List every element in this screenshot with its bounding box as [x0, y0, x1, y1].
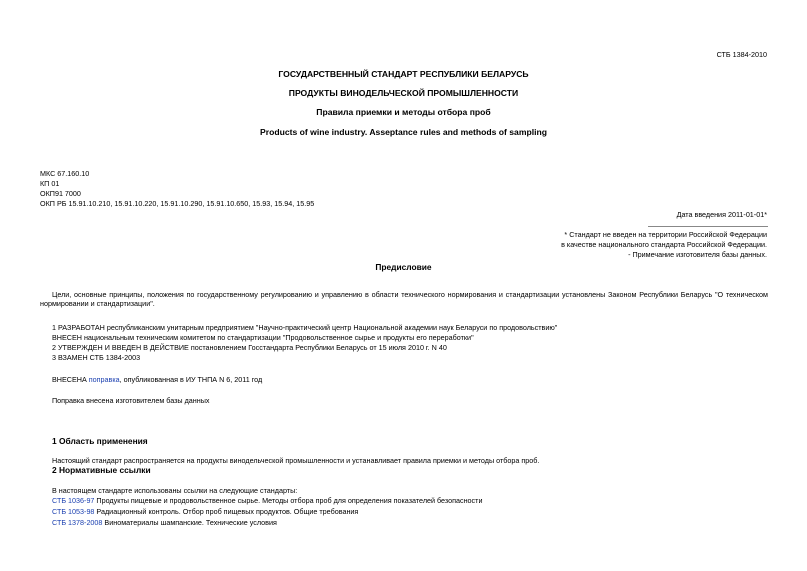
- intro-date: Дата введения 2011-01-01*: [676, 210, 767, 219]
- footnote-line-1: * Стандарт не введен на территории Российской Федерации: [564, 230, 767, 239]
- title-english: Products of wine industry. Asseptance rules and methods of sampling: [260, 127, 547, 137]
- section-2-intro: В настоящем стандарте использованы ссылки на следующие стандарты:: [52, 486, 298, 495]
- foreword-item-developed: 1 РАЗРАБОТАН республиканским унитарным предприятием "Научно-практический центр Национальной академии наук Беларуси по продовольствию": [52, 323, 558, 332]
- reference-text: Виноматериалы шампанские. Технические условия: [102, 518, 277, 527]
- amendment-note: Поправка внесена изготовителем базы данных: [52, 396, 210, 405]
- amendment-line: [52, 375, 262, 384]
- reference-text: Радиационный контроль. Отбор проб пищевых продуктов. Общие требования: [94, 507, 359, 516]
- foreword-item-replaces: 3 ВЗАМЕН СТБ 1384-2003: [52, 353, 141, 362]
- reference-text: Продукты пищевые и продовольственное сырье. Методы отбора проб для определения показателей безопасности: [94, 496, 483, 505]
- reference-item: [52, 496, 482, 505]
- section-1-heading: 1 Область применения: [52, 436, 148, 446]
- code-kp: КП 01: [40, 179, 60, 188]
- reference-link-stb-1378[interactable]: СТБ 1378-2008: [52, 518, 103, 527]
- foreword-item-introduced: ВНЕСЕН национальным техническим комитетом по стандартизации "Продовольственное сырье и продукты его переработки": [52, 333, 474, 342]
- title-subject: Правила приемки и методы отбора проб: [316, 107, 491, 117]
- reference-link-stb-1053[interactable]: СТБ 1053-98: [52, 507, 95, 516]
- document-code: СТБ 1384-2010: [716, 50, 767, 59]
- code-okp: ОКП91 7000: [40, 189, 81, 198]
- amendment-suffix: , опубликованная в ИУ ТНПА N 6, 2011 год: [119, 375, 263, 384]
- code-mks: МКС 67.160.10: [40, 169, 90, 178]
- footnote-line-3: - Примечание изготовителя базы данных.: [628, 250, 767, 259]
- footnote-divider: [648, 226, 768, 227]
- section-1-text: Настоящий стандарт распространяется на продукты винодельческой промышленности и устанавливает правила приемки и методы отбора проб.: [52, 456, 540, 465]
- section-2-heading: 2 Нормативные ссылки: [52, 465, 151, 475]
- foreword-paragraph: Цели, основные принципы, положения по государственному регулированию и управлению в области технического нормирования и стандартизации установлены Законом Республики Беларусь "О техническом нормировании и стандартизации".: [40, 290, 768, 308]
- reference-item: [52, 507, 358, 516]
- footnote-line-2: в качестве национального стандарта Российской Федерации.: [561, 240, 767, 249]
- reference-item: [52, 518, 277, 527]
- title-product: ПРОДУКТЫ ВИНОДЕЛЬЧЕСКОЙ ПРОМЫШЛЕННОСТИ: [288, 88, 519, 98]
- code-okp-rb: ОКП РБ 15.91.10.210, 15.91.10.220, 15.91.10.290, 15.91.10.650, 15.93, 15.94, 15.95: [40, 199, 315, 208]
- amendment-prefix: ВНЕСЕНА: [52, 375, 89, 384]
- amendment-link[interactable]: поправка: [88, 375, 120, 384]
- foreword-heading: Предисловие: [375, 262, 432, 272]
- foreword-item-approved: 2 УТВЕРЖДЕН И ВВЕДЕН В ДЕЙСТВИЕ постановлением Госстандарта Республики Беларусь от 15 июля 2010 г. N 40: [52, 343, 447, 352]
- reference-link-stb-1036[interactable]: СТБ 1036-97: [52, 496, 95, 505]
- title-state-standard: ГОСУДАРСТВЕННЫЙ СТАНДАРТ РЕСПУБЛИКИ БЕЛАРУСЬ: [278, 69, 529, 79]
